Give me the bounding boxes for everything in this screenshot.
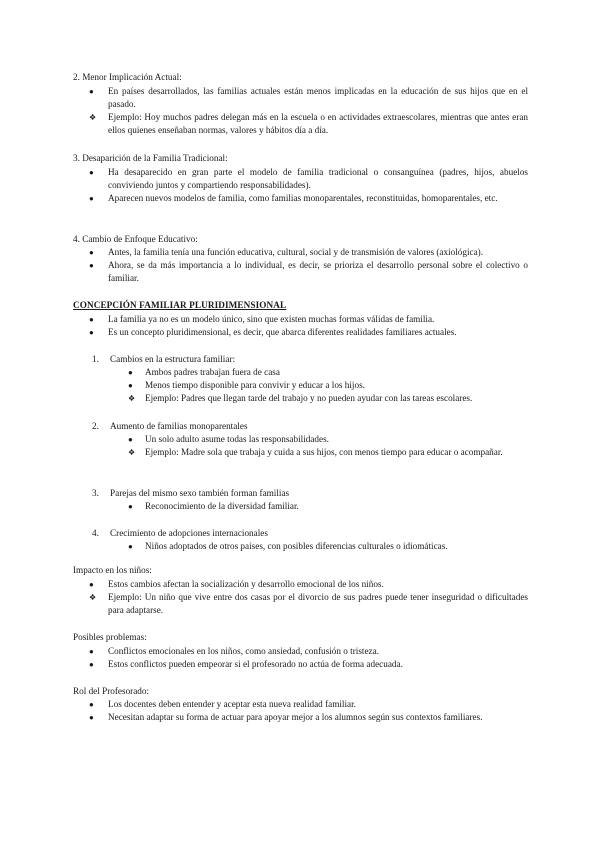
section-title: Impacto en los niños: [73,565,152,575]
bullet-icon: ● [89,647,94,656]
bullet-list [89,85,528,137]
bullet-icon: ● [89,168,94,177]
list-item: ● La familia ya no es un modelo único, sino que existen muchas formas válidas de familia. [89,314,435,324]
list-item: ● Ambos padres trabajan fuera de casa [128,367,280,377]
list-item: ● Conflictos emocionales en los niños, como ansiedad, confusión o tristeza. [89,646,379,656]
bullet-icon: ● [89,700,94,709]
numbered-heading: 4. Crecimiento de adopciones internacionales [92,528,268,538]
section-title: Posibles problemas: [73,632,147,642]
bullet-icon: ● [89,248,94,257]
bullet-icon: ● [128,368,133,377]
list-item: ● Antes, la familia tenía una función educativa, cultural, social y de transmisión de valores (axiológica). [89,247,484,257]
bullet-list [89,313,528,339]
list-item: ● En países desarrollados, las familias actuales están menos implicadas en la educación de sus hijos que en el pasado. [89,86,528,109]
bullet-icon: ● [89,580,94,589]
bullet-icon: ● [128,542,133,551]
bullet-icon: ● [128,502,133,511]
list-item: ● Un solo adulto asume todas las responsabilidades. [128,434,329,444]
list-item: ❖ Ejemplo: Hoy muchos padres delegan más en la escuela o en actividades extraescolares, mientras que antes eran ellos quienes enseñaban normas, valores y hábitos día a día. [89,112,528,135]
list-item: ❖ Ejemplo: Padres que llegan tarde del trabajo y no pueden ayudar con las tareas escolares. [128,393,473,403]
list-item: ● Aparecen nuevos modelos de familia, como familias monoparentales, reconstituidas, homoparentales, etc. [89,193,498,203]
bullet-list [89,166,528,205]
bullet-list [89,698,528,724]
list-item: ● Niños adoptados de otros países, con posibles diferencias culturales o idiomáticas. [128,541,448,551]
section-title: 4. Cambio de Enfoque Educativo: [73,234,198,244]
list-item: ❖ Ejemplo: Madre sola que trabaja y cuida a sus hijos, con menos tiempo para educar o acompañar. [128,447,503,457]
list-item: ● Reconocimiento de la diversidad familiar. [128,501,299,511]
bullet-icon: ● [89,660,94,669]
list-item: ● Ha desaparecido en gran parte el modelo de familia tradicional o consanguínea (padres, hijos, abuelos conviviendo juntos y compartiendo responsabilidades). [89,167,528,190]
section-heading: CONCEPCIÓN FAMILIAR PLURIDIMENSIONAL [73,300,287,310]
bullet-icon: ● [89,194,94,203]
list-item: ● Los docentes deben entender y aceptar esta nueva realidad familiar. [89,699,356,709]
bullet-icon: ● [89,328,94,337]
bullet-list [89,645,528,671]
bullet-icon: ● [89,713,94,722]
bullet-list [128,500,528,513]
diamond-bullet-icon: ❖ [128,394,136,403]
section-title: 3. Desaparición de la Familia Tradicional: [73,153,228,163]
bullet-list [89,246,528,285]
section-title: 2. Menor Implicación Actual: [73,72,182,82]
diamond-bullet-icon: ❖ [89,593,97,602]
diamond-bullet-icon: ❖ [89,113,97,122]
section-title: Rol del Profesorado: [73,686,150,696]
bullet-list [128,433,528,459]
list-item: ● Estos conflictos pueden empeorar si el profesorado no actúa de forma adecuada. [89,659,403,669]
diamond-bullet-icon: ❖ [128,448,136,457]
list-item: ● Necesitan adaptar su forma de actuar para apoyar mejor a los alumnos según sus contextos familiares. [89,712,483,722]
bullet-icon: ● [89,87,94,96]
bullet-icon: ● [128,435,133,444]
bullet-icon: ● [89,261,94,270]
numbered-heading: 3. Parejas del mismo sexo también forman familias [92,488,290,498]
numbered-heading: 2. Aumento de familias monoparentales [92,421,248,431]
numbered-heading: 1. Cambios en la estructura familiar: [92,354,236,364]
list-item: ● Es un concepto pluridimensional, es decir, que abarca diferentes realidades familiares actuales. [89,327,457,337]
bullet-icon: ● [128,381,133,390]
bullet-icon: ● [89,315,94,324]
list-item: ● Menos tiempo disponible para convivir y educar a los hijos. [128,380,365,390]
bullet-list [128,540,528,553]
bullet-list [128,366,528,405]
list-item: ● Ahora, se da más importancia a lo individual, es decir, se prioriza el desarrollo personal sobre el colectivo o familiar. [89,260,528,283]
list-item: ❖ Ejemplo: Un niño que vive entre dos casas por el divorcio de sus padres puede tener inseguridad o dificultades para adaptarse. [89,592,528,615]
bullet-list [89,578,528,617]
list-item: ● Estos cambios afectan la socialización y desarrollo emocional de los niños. [89,579,384,589]
